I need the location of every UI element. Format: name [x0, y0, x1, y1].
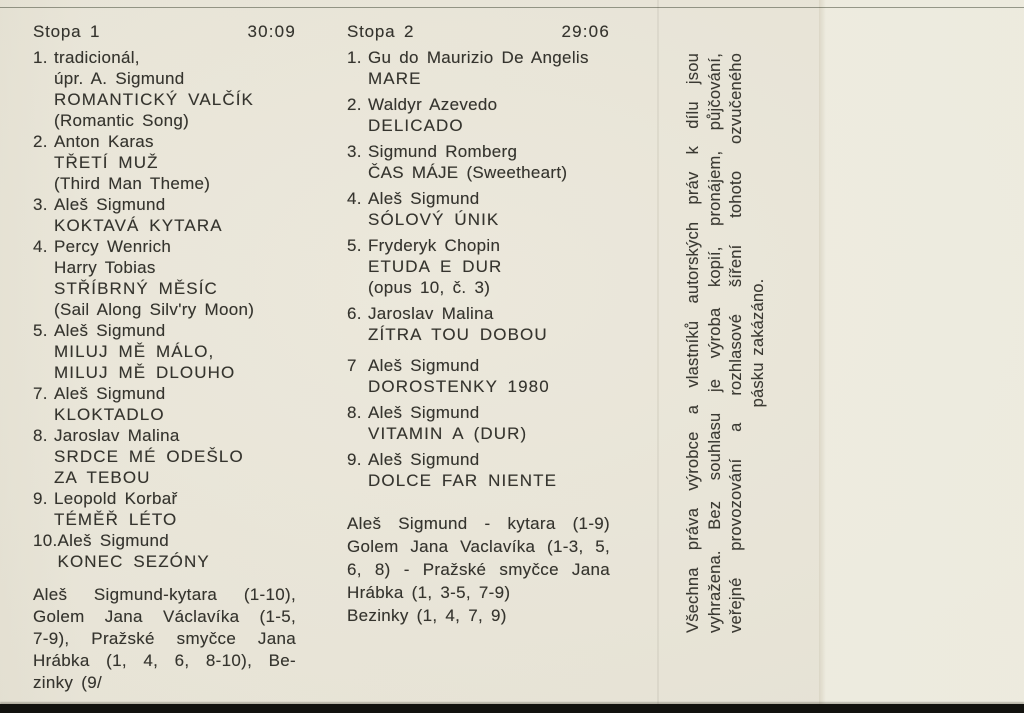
side-b-duration: 29:06 — [561, 22, 610, 41]
credits-line: Aleš Sigmund-kytara (1-10), — [33, 585, 296, 604]
track-title-line: SRDCE MÉ ODEŠLO — [54, 447, 244, 466]
track-lines — [54, 236, 296, 320]
track-number: 8. — [33, 426, 48, 445]
track-number: 4. — [347, 189, 362, 208]
side-a-panel — [33, 21, 296, 694]
side-b-header — [347, 21, 610, 42]
track-title-line: TÉMĚŘ LÉTO — [54, 510, 178, 529]
track-item — [33, 236, 296, 320]
credits-line: Golem Jana Václavíka (1-5, — [33, 607, 296, 626]
track-lines — [368, 355, 610, 397]
copyright-notice — [683, 53, 769, 633]
track-author-line: Anton Karas — [54, 132, 154, 151]
track-item — [33, 530, 296, 572]
track-item — [347, 141, 610, 183]
track-title-line: DOROSTENKY 1980 — [368, 377, 550, 396]
track-author-line: Jaroslav Malina — [54, 426, 180, 445]
track-author-line: Aleš Sigmund — [57, 531, 170, 550]
track-item — [33, 425, 296, 488]
track-number: 10. — [33, 531, 58, 550]
track-number: 3. — [347, 142, 362, 161]
track-number: 2. — [33, 132, 48, 151]
track-lines — [368, 188, 610, 230]
copyright-line: Všechna práva výrobce a vlastníků autorských práv k dílu jsou — [684, 53, 702, 633]
track-author-line: Percy Wenrich — [54, 237, 172, 256]
track-author-line: Fryderyk Chopin — [368, 236, 501, 255]
credits-line: Hrábka (1, 3-5, 7-9) — [347, 583, 511, 602]
track-number: 9. — [347, 450, 362, 469]
blank-flap — [819, 0, 1024, 713]
track-title-line: MILUJ MĚ DLOUHO — [54, 363, 236, 382]
track-number: 9. — [33, 489, 48, 508]
track-item — [33, 131, 296, 194]
track-number: 7 — [347, 356, 357, 375]
copyright-line: pásku zakázáno. — [748, 278, 767, 408]
track-number: 8. — [347, 403, 362, 422]
side-b-label: Stopa 2 — [347, 22, 415, 41]
side-b-track-list — [347, 47, 610, 491]
track-lines — [54, 425, 296, 488]
track-author-line: Harry Tobias — [54, 258, 156, 277]
track-item — [347, 235, 610, 298]
track-item — [347, 355, 610, 397]
track-author-line: Aleš Sigmund — [368, 189, 480, 208]
track-number: 7. — [33, 384, 48, 403]
track-lines — [368, 47, 610, 89]
track-lines — [368, 402, 610, 444]
track-title-line: KOKTAVÁ KYTARA — [54, 216, 223, 235]
track-lines — [368, 235, 610, 298]
track-number: 5. — [347, 236, 362, 255]
track-item — [347, 188, 610, 230]
credits-line: 7-9), Pražské smyčce Jana — [33, 629, 296, 648]
track-author-line: Sigmund Romberg — [368, 142, 518, 161]
track-title-line: TŘETÍ MUŽ — [54, 153, 159, 172]
track-title-line: ROMANTICKÝ VALČÍK — [54, 90, 254, 109]
side-a-label: Stopa 1 — [33, 22, 101, 41]
track-item — [347, 47, 610, 89]
track-title-line: SÓLOVÝ ÚNIK — [368, 210, 500, 229]
track-title-line: VITAMIN A (DUR) — [368, 424, 528, 443]
track-lines — [54, 320, 296, 383]
track-number: 2. — [347, 95, 362, 114]
track-number: 3. — [33, 195, 48, 214]
track-lines — [54, 383, 296, 425]
track-lines — [54, 194, 296, 236]
track-author-line: Aleš Sigmund — [368, 356, 480, 375]
track-title-line: MARE — [368, 69, 422, 88]
track-lines — [368, 94, 610, 136]
track-title-line: KONEC SEZÓNY — [57, 552, 210, 571]
track-item — [33, 47, 296, 131]
credits-line: Aleš Sigmund - kytara (1-9) — [347, 514, 610, 533]
track-title-line: ZA TEBOU — [54, 468, 151, 487]
track-item — [33, 194, 296, 236]
track-item — [347, 94, 610, 136]
track-item — [347, 449, 610, 491]
side-b-panel — [347, 21, 610, 627]
side-b-credits — [347, 512, 610, 627]
credits-line: Hrábka (1, 4, 6, 8-10), Be- — [33, 651, 296, 670]
track-author-line: úpr. A. Sigmund — [54, 69, 185, 88]
track-lines — [368, 449, 610, 491]
track-author-line: (opus 10, č. 3) — [368, 278, 491, 297]
track-lines — [368, 303, 610, 345]
track-title-line: ZÍTRA TOU DOBOU — [368, 325, 548, 344]
track-item — [33, 488, 296, 530]
track-lines — [58, 530, 296, 572]
track-author-line: Gu do Maurizio De Angelis — [368, 48, 589, 67]
track-author-line: Aleš Sigmund — [368, 450, 480, 469]
track-item — [347, 303, 610, 345]
track-title-line: DELICADO — [368, 116, 464, 135]
track-item — [347, 402, 610, 444]
track-author-line: tradicionál, — [54, 48, 140, 67]
track-lines — [54, 488, 296, 530]
track-item — [33, 320, 296, 383]
track-author-line: (Romantic Song) — [54, 111, 190, 130]
track-title-line: KLOKTADLO — [54, 405, 165, 424]
track-author-line: Leopold Korbař — [54, 489, 178, 508]
side-a-credits — [33, 584, 296, 694]
side-a-duration: 30:09 — [247, 22, 296, 41]
bottom-edge-strip — [0, 704, 1024, 713]
track-title-line: STŘÍBRNÝ MĚSÍC — [54, 279, 218, 298]
track-title-line: ETUDA E DUR — [368, 257, 503, 276]
credits-line: Golem Jana Vaclavíka (1-3, 5, — [347, 537, 610, 556]
track-author-line: (Sail Along Silv'ry Moon) — [54, 300, 255, 319]
track-author-line: (Third Man Theme) — [54, 174, 211, 193]
track-number: 4. — [33, 237, 48, 256]
fold-crease — [657, 0, 659, 713]
track-item — [33, 383, 296, 425]
top-edge-strip — [0, 0, 1024, 8]
track-lines — [54, 131, 296, 194]
track-author-line: Waldyr Azevedo — [368, 95, 498, 114]
track-author-line: Aleš Sigmund — [54, 384, 166, 403]
track-author-line: ČAS MÁJE (Sweetheart) — [368, 163, 568, 182]
side-a-track-list — [33, 47, 296, 572]
credits-line: 6, 8) - Pražské smyčce Jana — [347, 560, 610, 579]
track-title-line: DOLCE FAR NIENTE — [368, 471, 558, 490]
credits-line: Bezinky (1, 4, 7, 9) — [347, 606, 507, 625]
track-author-line: Jaroslav Malina — [368, 304, 494, 323]
credits-line: zinky (9/ — [33, 673, 102, 692]
track-author-line: Aleš Sigmund — [368, 403, 480, 422]
track-number: 6. — [347, 304, 362, 323]
copyright-line: veřejné provozování a rozhlasové šíření tohoto ozvučeného — [727, 53, 745, 633]
track-number: 1. — [33, 48, 48, 67]
track-number: 5. — [33, 321, 48, 340]
track-author-line: Aleš Sigmund — [54, 321, 166, 340]
track-number: 1. — [347, 48, 362, 67]
track-title-line: MILUJ MĚ MÁLO, — [54, 342, 215, 361]
side-a-header — [33, 21, 296, 42]
track-author-line: Aleš Sigmund — [54, 195, 166, 214]
track-lines — [368, 141, 610, 183]
track-lines — [54, 47, 296, 131]
copyright-line: vyhražena. Bez souhlasu je výroba kopií, pronájem, půjčování, — [705, 53, 724, 633]
